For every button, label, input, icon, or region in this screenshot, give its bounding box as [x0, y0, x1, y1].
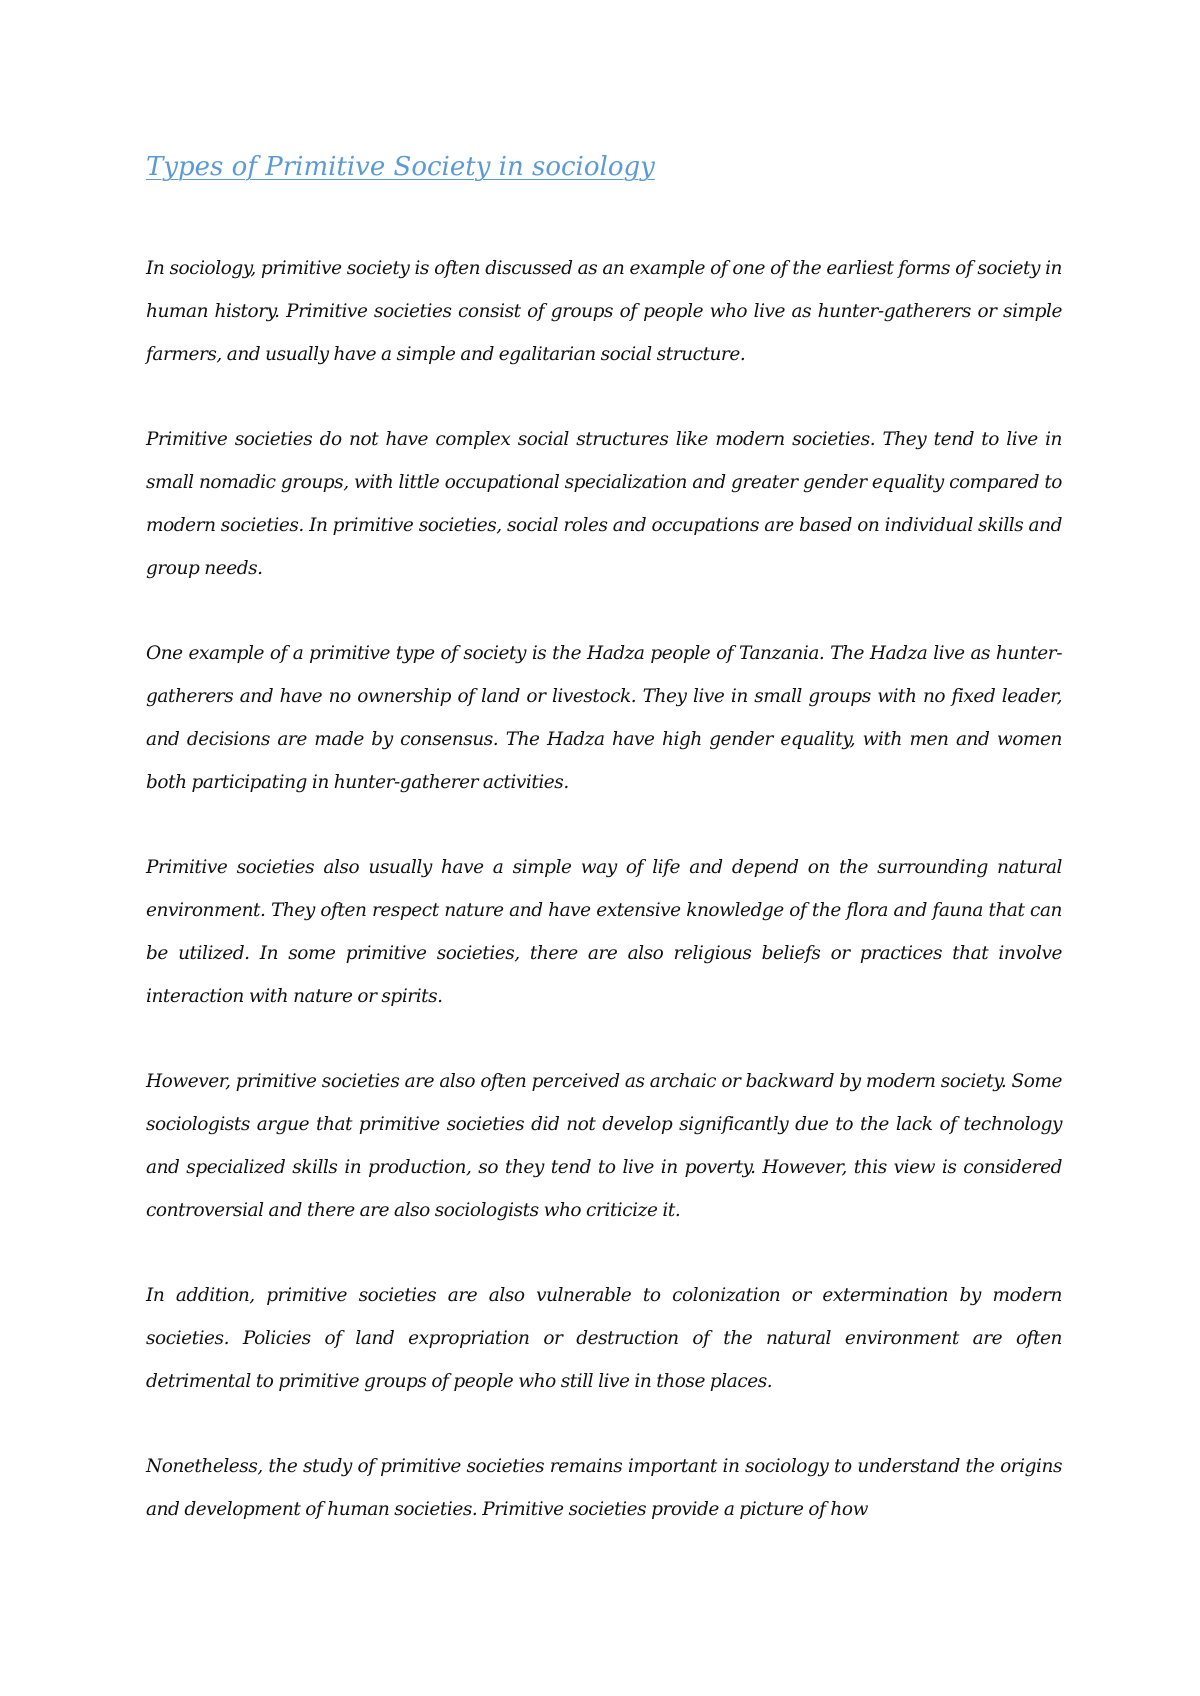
- document-body: [146, 145, 1062, 1573]
- paragraph: Primitive societies do not have complex social structures like modern societies. They tend to live in small nomadic groups, with little occupational specialization and greater gender equality compared to modern societies. In primitive societies, social roles and occupations are based on individual skills and group needs.: [146, 429, 1062, 579]
- paragraph: In addition, primitive societies are also vulnerable to colonization or extermination by modern societies. Policies of land expropriation or destruction of the natural environment are often detrimental to primitive groups of people who still live in those places.: [146, 1285, 1062, 1392]
- paragraph: However, primitive societies are also often perceived as archaic or backward by modern society. Some sociologists argue that primitive societies did not develop significantly due to the lack of technology and specialized skills in production, so they tend to live in poverty. However, this view is considered controversial and there are also sociologists who criticize it.: [146, 1071, 1062, 1221]
- paragraph: In sociology, primitive society is often discussed as an example of one of the earliest forms of society in human history. Primitive societies consist of groups of people who live as hunter-gatherers or simple farmers, and usually have a simple and egalitarian social structure.: [146, 258, 1062, 365]
- document-title: Types of Primitive Society in sociology: [146, 152, 655, 182]
- paragraph: Primitive societies also usually have a simple way of life and depend on the surrounding natural environment. They often respect nature and have extensive knowledge of the flora and fauna that can be utilized. In some primitive societies, there are also religious beliefs or practices that involve interaction with nature or spirits.: [146, 857, 1062, 1007]
- paragraph: One example of a primitive type of society is the Hadza people of Tanzania. The Hadza live as hunter-gatherers and have no ownership of land or livestock. They live in small groups with no fixed leader, and decisions are made by consensus. The Hadza have high gender equality, with men and women both participating in hunter-gatherer activities.: [146, 643, 1062, 793]
- paragraph: Nonetheless, the study of primitive societies remains important in sociology to understand the origins and development of human societies. Primitive societies provide a picture of how: [146, 1456, 1062, 1520]
